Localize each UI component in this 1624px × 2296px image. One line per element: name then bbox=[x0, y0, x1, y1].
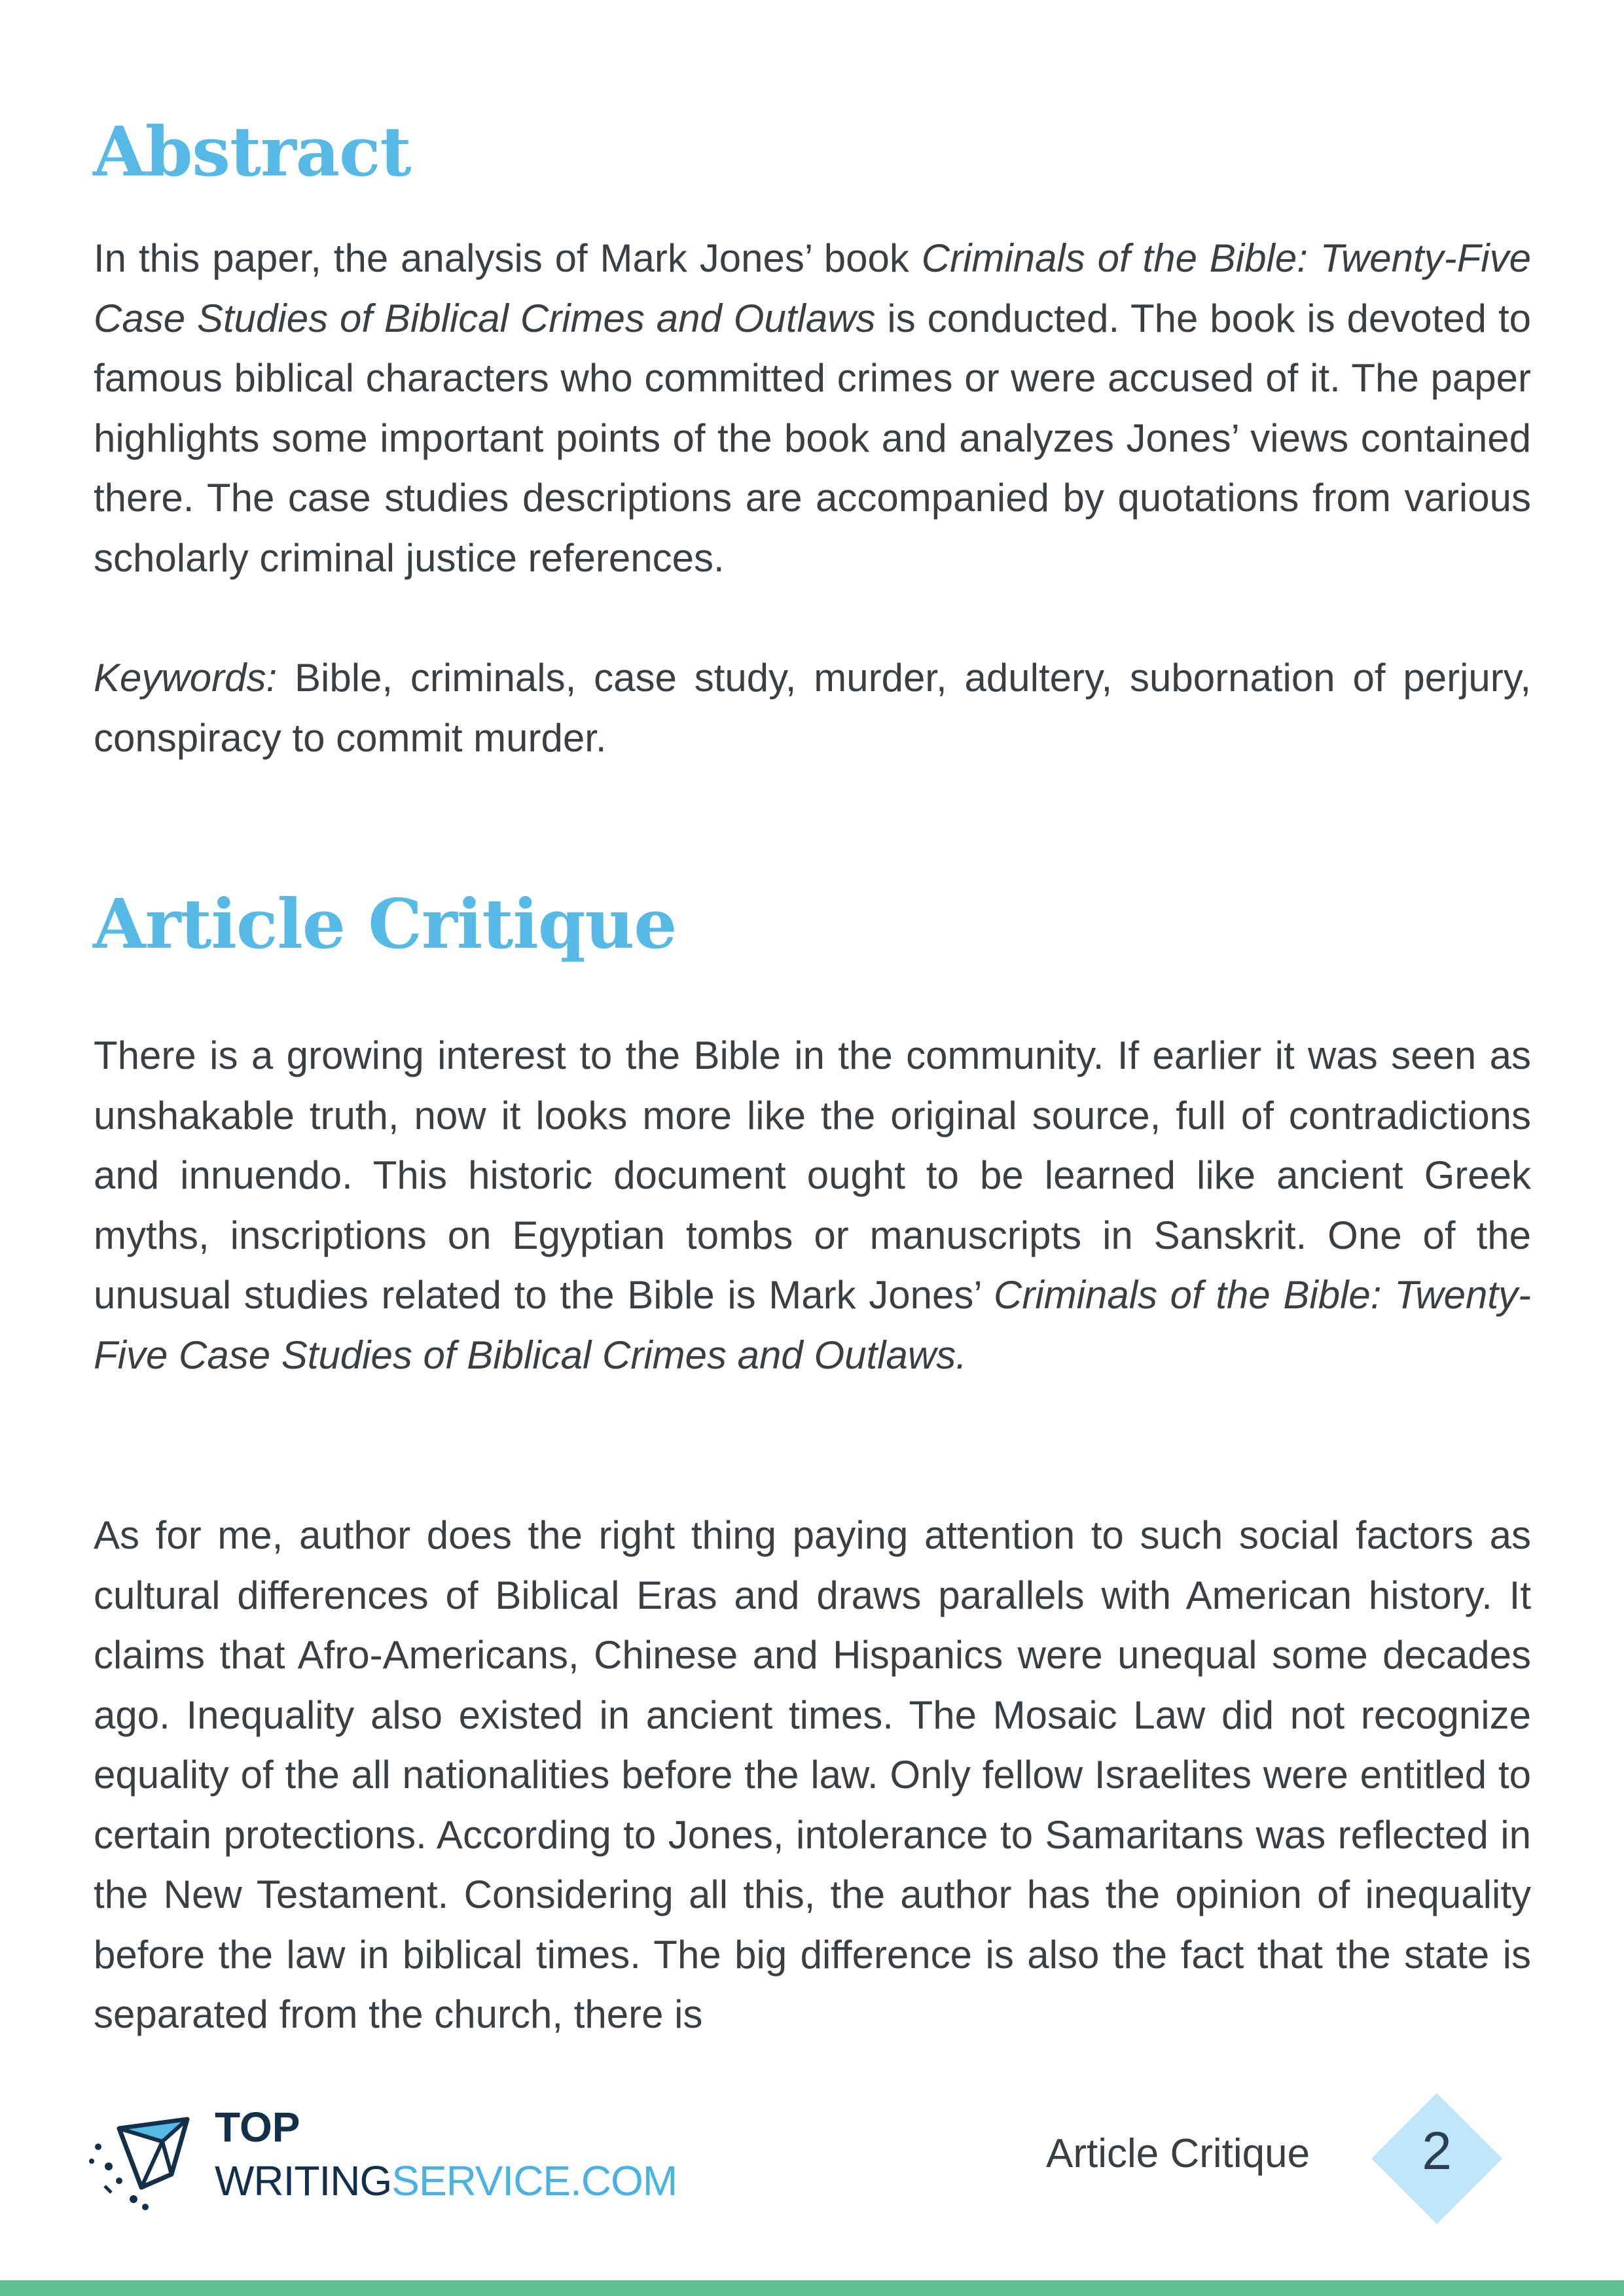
keywords-label: Keywords: bbox=[94, 656, 278, 700]
abstract-text-start: In this paper, the analysis of Mark Jones’ book bbox=[94, 236, 922, 280]
critique-paragraph-1 bbox=[94, 1026, 1531, 1385]
critique-p1-book-title: Criminals of the Bible: Twenty-Five Case Studies of Biblical Crimes and Outlaws. bbox=[94, 1273, 1531, 1377]
abstract-heading: Abstract bbox=[93, 111, 411, 192]
logo-text-bold: WRITING bbox=[215, 2157, 392, 2204]
logo-text-light: SERVICE.COM bbox=[391, 2157, 677, 2204]
critique-p1-text: There is a growing interest to the Bible in the community. If earlier it was seen as unshakable truth, now it looks more like the original source, full of contradictions and innuendo. This historic document ought to be learned like ancient Greek myths, inscriptions on Egyptian tombs or manuscripts in Sanskrit. One of the unusual studies related to the Bible is Mark Jones’ bbox=[94, 1033, 1531, 1317]
logo-text-top: TOP bbox=[215, 2104, 300, 2151]
footer-document-title: Article Critique bbox=[1046, 2131, 1310, 2176]
article-critique-heading: Article Critique bbox=[93, 884, 677, 964]
keywords-paragraph bbox=[94, 648, 1531, 768]
abstract-book-title: Criminals of the Bible: Twenty-Five Case Studies of Biblical Crimes and Outlaws bbox=[94, 236, 1531, 340]
page-number: 2 bbox=[1422, 2121, 1452, 2181]
abstract-text-end: is conducted. The book is devoted to famous biblical characters who committed crimes or were accused of it. The paper highlights some important points of the book and analyzes Jones’ views contained there. The case studies descriptions are accompanied by quotations from various scholarly criminal justice references. bbox=[94, 296, 1531, 580]
abstract-paragraph bbox=[94, 228, 1531, 588]
keywords-list: Bible, criminals, case study, murder, adultery, subornation of perjury, conspiracy to commit murder. bbox=[94, 656, 1531, 760]
diamond-logo-icon bbox=[85, 2101, 196, 2212]
bottom-accent-bar bbox=[0, 2280, 1624, 2296]
logo-text-bottom bbox=[215, 2157, 677, 2204]
critique-paragraph-2: As for me, author does the right thing paying attention to such social factors as cultural differences of Biblical Eras and draws parallels with American history. It claims that Afro-Americans, Chinese and Hispanics were unequal some decades ago. Inequality also existed in ancient times. The Mosaic Law did not recognize equality of the all nationalities before the law. Only fellow Israelites were entitled to certain protections. According to Jones, intolerance to Samaritans was reflected in the New Testament. Considering all this, the author has the opinion of inequality before the law in biblical times. The big difference is also the fact that the state is separated from the church, there is bbox=[94, 1513, 1531, 2036]
